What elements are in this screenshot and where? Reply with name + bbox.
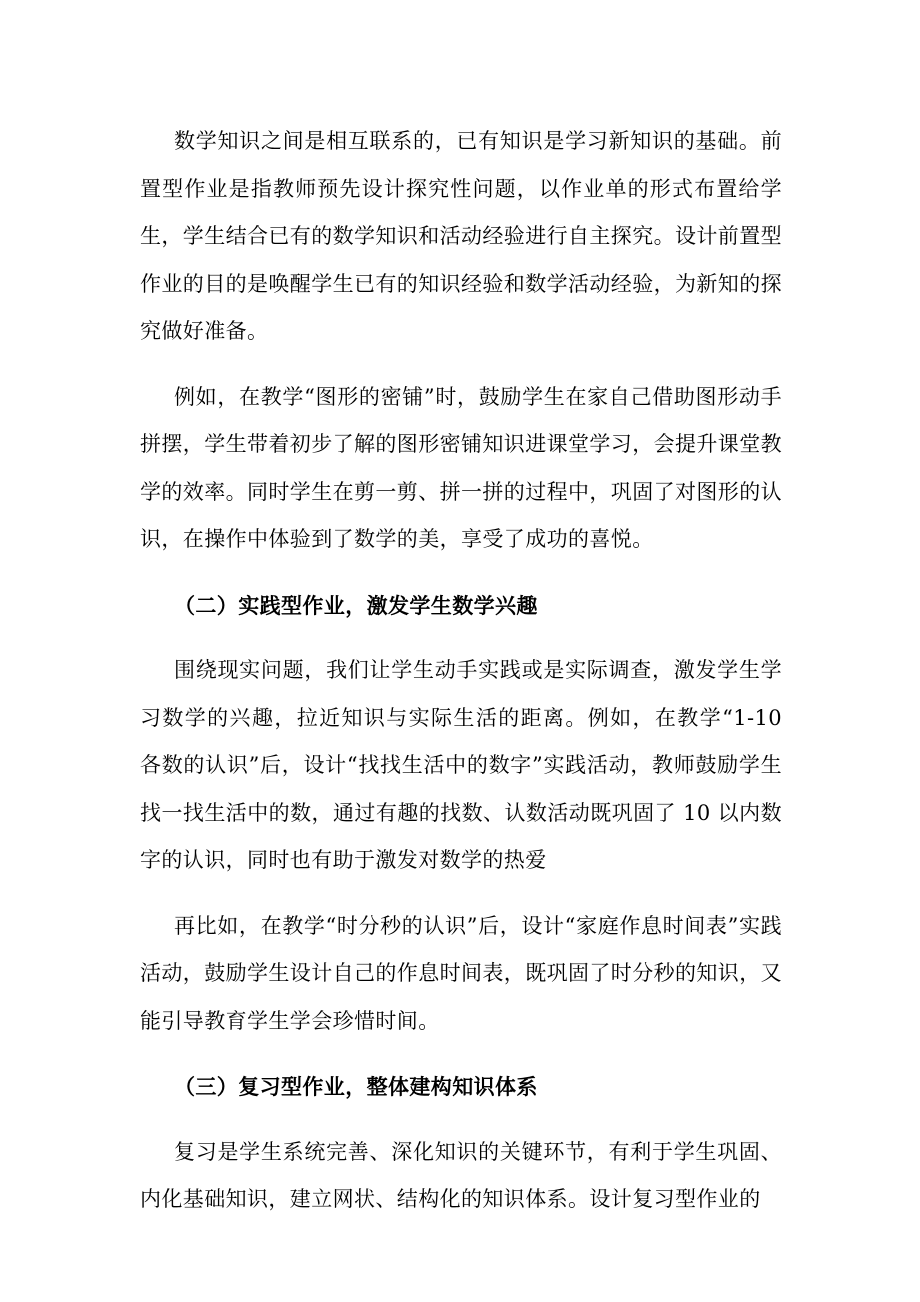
paragraph-tessellation-example: 例如，在教学“图形的密铺”时，鼓励学生在家自己借助图形动手拼摆，学生带着初步了解的图形密铺知识进课堂学习，会提升课堂教学的效率。同时学生在剪一剪、拼一拼的过程中，巩固了对图形的认识，在操作中体验到了数学的美，享受了成功的喜悦。: [140, 384, 782, 551]
section-heading-practice-homework: （二）实践型作业，激发学生数学兴趣: [174, 592, 538, 618]
paragraph-review-homework: 复习是学生系统完善、深化知识的关键环节，有利于学生巩固、内化基础知识，建立网状、结构化的知识体系。设计复习型作业的: [140, 1139, 782, 1211]
section-heading-review-homework: （三）复习型作业，整体建构知识体系: [174, 1074, 538, 1099]
paragraph-practice-homework: 围绕现实问题，我们让学生动手实践或是实际调查，激发学生学习数学的兴趣，拉近知识与实际生活的距离。例如，在教学“1-10 各数的认识”后，设计“找找生活中的数字”实践活动，教师鼓励学生找一找生活中的数，通过有趣的找数、认数活动既巩固了 10 以内数字的认识，同时也有助于激发对数学的热爱: [140, 658, 782, 872]
paragraph-schedule-example: 再比如，在教学“时分秒的认识”后，设计“家庭作息时间表”实践活动，鼓励学生设计自己的作息时间表，既巩固了时分秒的知识，又能引导教育学生学会珍惜时间。: [140, 913, 782, 1033]
paragraph-prerequisite-homework: 数学知识之间是相互联系的，已有知识是学习新知识的基础。前置型作业是指教师预先设计探究性问题，以作业单的形式布置给学生，学生结合已有的数学知识和活动经验进行自主探究。设计前置型作业的目的是唤醒学生已有的知识经验和数学活动经验，为新知的探究做好准备。: [140, 129, 782, 343]
